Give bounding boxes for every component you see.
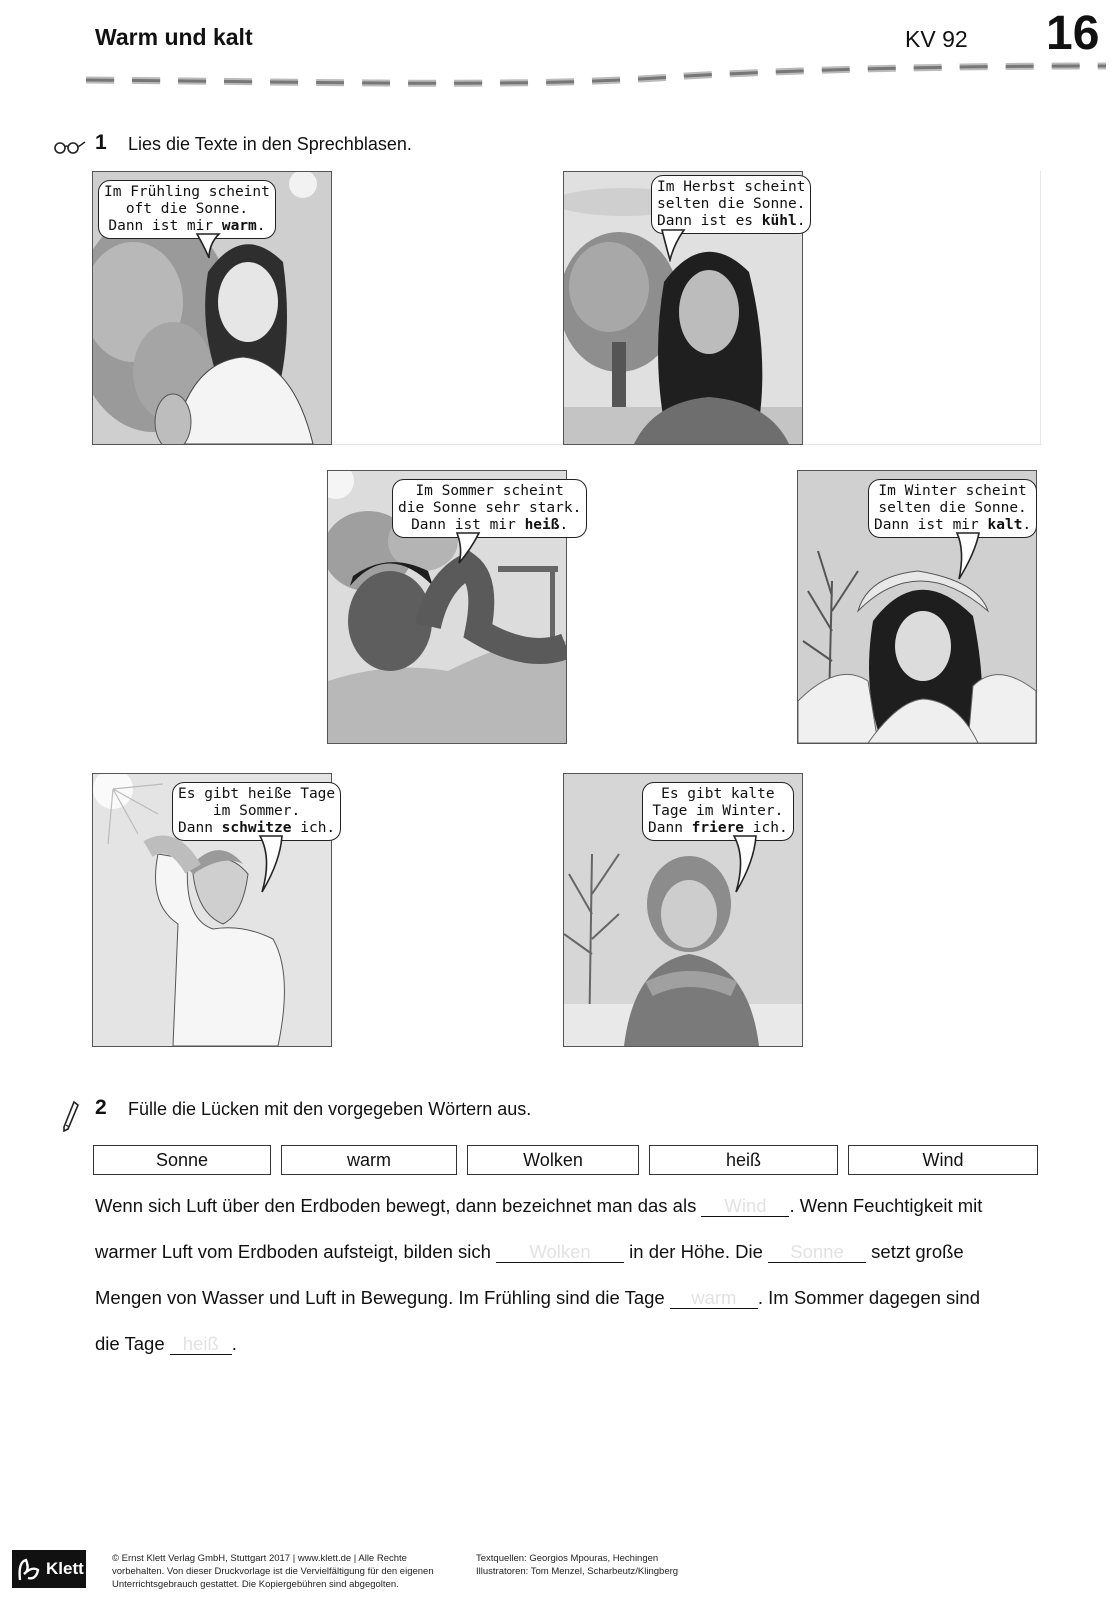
speech-bubble-autumn: Im Herbst scheint selten die Sonne. Dann ist es kühl.	[651, 175, 811, 234]
word-box-warm: warm	[281, 1145, 457, 1175]
speech-bubble-tail	[195, 232, 221, 260]
text-segment: . Im Sommer dagegen sind	[757, 1287, 980, 1308]
gap-sonne[interactable]: Sonne	[768, 1242, 866, 1263]
speech-bubble-winter: Im Winter scheint selten die Sonne. Dann ist mir kalt.	[868, 479, 1037, 538]
pencil-icon	[60, 1100, 80, 1134]
panel-divider	[1040, 171, 1041, 445]
copyright-note: © Ernst Klett Verlag GmbH, Stuttgart 2017 | www.klett.de | Alle Rechte vorbehalten. Von dieser Druckvorlage ist die Vervielfältigung für den eigenen Unterrichtsgebrauch gestattet. Die Kopiergebühren sind abgegolten.	[112, 1553, 434, 1590]
text-segment: Mengen von Wasser und Luft in Bewegung. Im Frühling sind die Tage	[95, 1287, 670, 1308]
speech-bubble-tail	[660, 228, 686, 262]
text-line-3	[95, 1287, 980, 1309]
speech-bubble-tail	[258, 834, 284, 894]
text-segment: setzt große	[866, 1241, 964, 1262]
speech-bubble-freeze: Es gibt kalte Tage im Winter. Dann friere ich.	[642, 782, 794, 841]
speech-bubble-sweat: Es gibt heiße Tage im Sommer. Dann schwitze ich.	[172, 782, 341, 841]
gap-heiss[interactable]: heiß	[170, 1334, 232, 1355]
exercise-1-instruction: Lies die Texte in den Sprechblasen.	[128, 134, 412, 154]
text-segment: Wenn sich Luft über den Erdboden bewegt, dann bezeichnet man das als	[95, 1195, 702, 1216]
klett-logo	[12, 1550, 86, 1588]
klett-logo-text: Klett	[46, 1559, 84, 1578]
text-segment: . Wenn Feuchtigkeit mit	[789, 1195, 983, 1216]
text-line-4	[95, 1333, 237, 1355]
klett-logo-mark-icon	[16, 1556, 42, 1582]
text-segment: warmer Luft vom Erdboden aufsteigt, bilden sich	[95, 1241, 497, 1262]
speech-bubble-tail	[732, 834, 758, 894]
text-segment: in der Höhe. Die	[624, 1241, 769, 1262]
exercise-2-instruction: Fülle die Lücken mit den vorgegeben Wörtern aus.	[128, 1099, 532, 1119]
word-box-heiss: heiß	[649, 1145, 838, 1175]
gap-warm[interactable]: warm	[670, 1288, 758, 1309]
text-segment: .	[231, 1333, 237, 1354]
page-title: Warm und kalt	[95, 24, 253, 50]
sources-note: Textquellen: Georgios Mpouras, Hechingen Illustratoren: Tom Menzel, Scharbeutz/Klingberg	[476, 1553, 679, 1577]
worksheet-code: KV 92	[905, 26, 968, 52]
header-dash-line	[86, 62, 1106, 92]
gap-wind[interactable]: Wind	[701, 1196, 789, 1217]
page-number: 16	[1046, 7, 1100, 60]
word-box-wolken: Wolken	[467, 1145, 639, 1175]
speech-bubble-tail	[955, 531, 981, 581]
exercise-2-number: 2	[95, 1096, 107, 1119]
text-line-1	[95, 1195, 982, 1217]
text-line-2	[95, 1241, 964, 1263]
word-box-sonne: Sonne	[93, 1145, 271, 1175]
speech-bubble-summer: Im Sommer scheint die Sonne sehr stark. Dann ist mir heiß.	[392, 479, 587, 538]
speech-bubble-tail	[455, 531, 481, 565]
gap-wolken[interactable]: Wolken	[496, 1242, 624, 1263]
speech-bubble-spring: Im Frühling scheint oft die Sonne. Dann ist mir warm.	[98, 180, 276, 239]
word-box-wind: Wind	[848, 1145, 1038, 1175]
exercise-1-number: 1	[95, 131, 107, 154]
text-segment: die Tage	[95, 1333, 170, 1354]
glasses-icon	[52, 138, 86, 156]
